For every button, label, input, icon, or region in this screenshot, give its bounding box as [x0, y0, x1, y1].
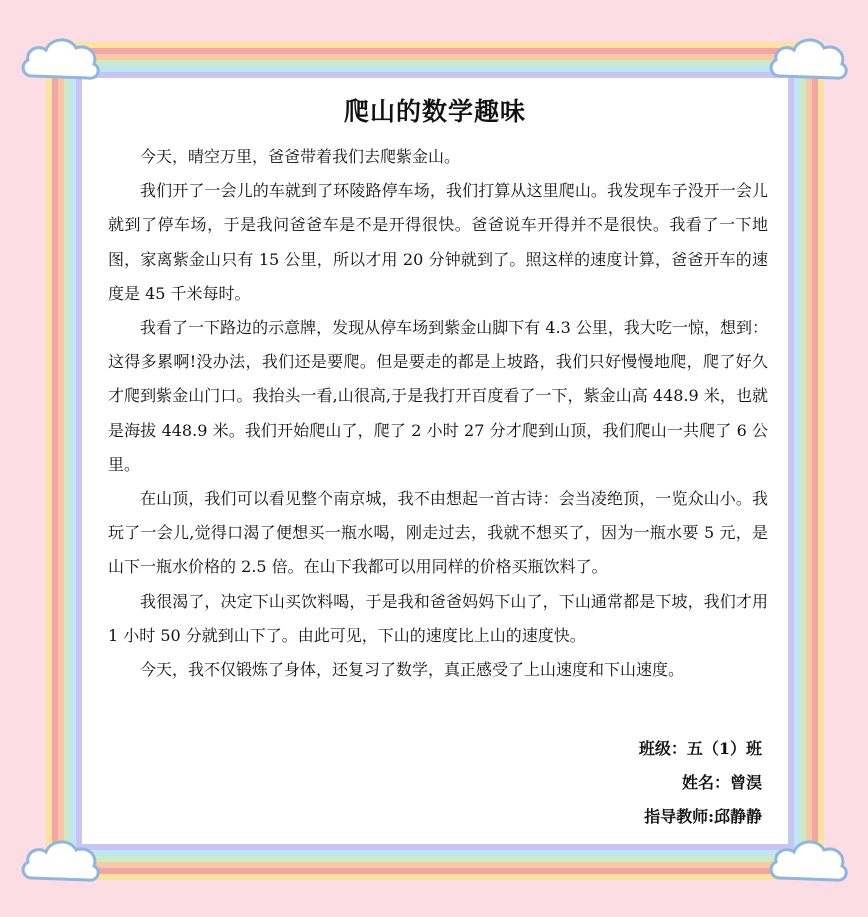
- cloud-icon: [766, 30, 850, 86]
- paragraph: 我看了一下路边的示意牌，发现从停车场到紫金山脚下有 4.3 公里，我大吃一惊，想到：这得多累啊!没办法，我们还是要爬。但是要走的都是上坡路，我们只好慢慢地爬，爬了好久才爬到紫金山门口。我抬头一看,山很高,于是我打开百度看了一下，紫金山高 448.9 米，也就是海拔 448.9 米。我们开始爬山了，爬了 2 小时 27 分才爬到山顶，我们爬山一共爬了 6 公里。: [108, 318, 768, 474]
- paragraph: 我们开了一会儿的车就到了环陵路停车场，我们打算从这里爬山。我发现车子没开一会儿就到了停车场，于是我问爸爸车是不是开得很快。爸爸说车开得并不是很快。我看了一下地图，家离紫金山只有 15 公里，所以才用 20 分钟就到了。照这样的速度计算，爸爸开车的速度是 45 千米每时。: [108, 181, 768, 303]
- essay-body: [108, 140, 768, 687]
- paragraph: 今天，我不仅锻炼了身体，还复习了数学，真正感受了上山速度和下山速度。: [140, 660, 685, 680]
- paragraph: 我很渴了，决定下山买饮料喝，于是我和爸爸妈妈下山了，下山通常都是下坡，我们才用 1 小时 50 分就到山下了。由此可见，下山的速度比上山的速度快。: [108, 591, 768, 645]
- cloud-icon: [766, 832, 850, 888]
- student-name: 姓名：曾淏: [681, 773, 762, 792]
- paragraph: 今天，晴空万里，爸爸带着我们去爬紫金山。: [140, 147, 461, 166]
- teacher-name: 指导教师:邱静静: [644, 807, 762, 826]
- essay-paper: [102, 88, 768, 842]
- cloud-icon: [18, 30, 102, 86]
- essay-title: 爬山的数学趣味: [343, 97, 526, 126]
- paragraph: 在山顶，我们可以看见整个南京城，我不由想起一首古诗：会当凌绝顶，一览众山小。我玩了一会儿,觉得口渴了便想买一瓶水喝，刚走过去，我就不想买了，因为一瓶水要 5 元，是山下一瓶水价格的 2.5 倍。在山下我都可以用同样的价格买瓶饮料了。: [108, 489, 768, 577]
- class-label: 班级：五（1）班: [638, 739, 762, 758]
- cloud-icon: [18, 832, 102, 888]
